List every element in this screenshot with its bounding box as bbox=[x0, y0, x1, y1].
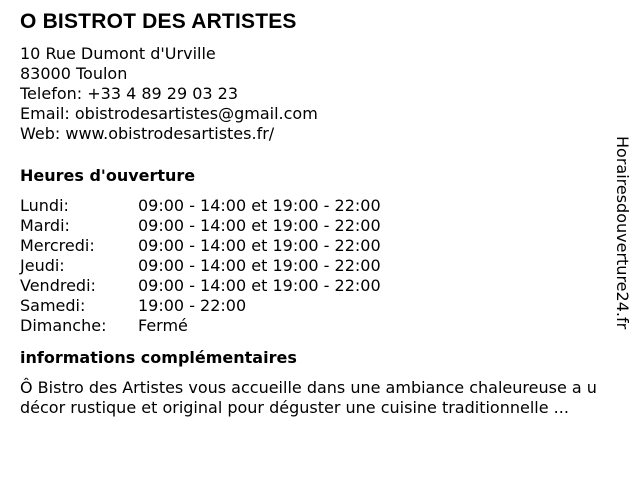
time-range: 09:00 - 14:00 et 19:00 - 22:00 bbox=[138, 276, 381, 295]
business-name: O BISTROT DES ARTISTES bbox=[20, 10, 297, 33]
time-range: 09:00 - 14:00 et 19:00 - 22:00 bbox=[138, 196, 381, 215]
time-range: 09:00 - 14:00 et 19:00 - 22:00 bbox=[138, 216, 381, 235]
day-label: Lundi: bbox=[20, 196, 69, 215]
additional-info-section bbox=[20, 348, 620, 418]
hours-row-mercredi bbox=[20, 236, 620, 256]
day-label: Vendredi: bbox=[20, 276, 96, 295]
phone-line: Telefon: +33 4 89 29 03 23 bbox=[20, 84, 239, 103]
day-label: Mardi: bbox=[20, 216, 70, 235]
hours-row-mardi bbox=[20, 216, 620, 236]
day-label: Samedi: bbox=[20, 296, 86, 315]
additional-info-title: informations complémentaires bbox=[20, 348, 297, 367]
hours-row-samedi bbox=[20, 296, 620, 316]
business-card bbox=[20, 8, 620, 418]
address-block bbox=[20, 44, 620, 144]
additional-info-text: Ô Bistro des Artistes vous accueille dans une ambiance chaleureuse a u décor rustique et original pour déguster une cuisine traditionnelle ... bbox=[20, 378, 597, 417]
hours-row-jeudi bbox=[20, 256, 620, 276]
website-line: Web: www.obistrodesartistes.fr/ bbox=[20, 124, 275, 143]
day-label: Mercredi: bbox=[20, 236, 95, 255]
opening-hours-title: Heures d'ouverture bbox=[20, 166, 196, 185]
day-label: Jeudi: bbox=[20, 256, 65, 275]
hours-row-lundi bbox=[20, 196, 620, 216]
time-range: 09:00 - 14:00 et 19:00 - 22:00 bbox=[138, 236, 381, 255]
site-watermark-label: Horairesdouverture24.fr bbox=[613, 136, 632, 330]
day-label: Dimanche: bbox=[20, 316, 107, 335]
time-range: Fermé bbox=[138, 316, 188, 335]
opening-hours-section bbox=[20, 166, 620, 336]
hours-row-vendredi bbox=[20, 276, 620, 296]
time-range: 09:00 - 14:00 et 19:00 - 22:00 bbox=[138, 256, 381, 275]
street-address: 10 Rue Dumont d'Urville bbox=[20, 44, 216, 63]
city-address: 83000 Toulon bbox=[20, 64, 128, 83]
opening-hours-table bbox=[20, 196, 620, 336]
email-line: Email: obistrodesartistes@gmail.com bbox=[20, 104, 318, 123]
time-range: 19:00 - 22:00 bbox=[138, 296, 247, 315]
hours-row-dimanche bbox=[20, 316, 620, 336]
